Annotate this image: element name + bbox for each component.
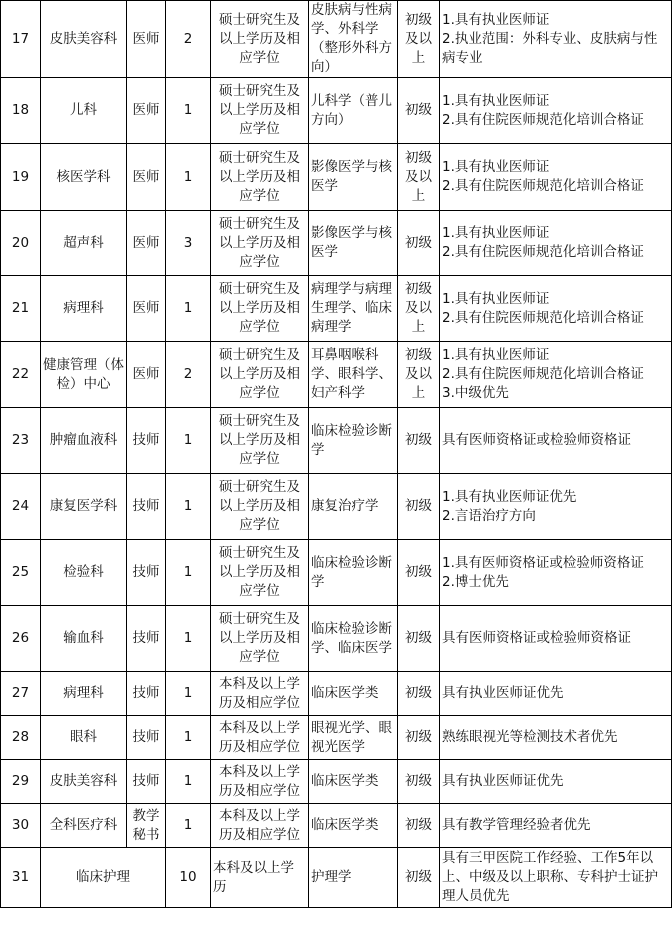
row-number: 28	[1, 716, 41, 760]
headcount: 1	[166, 804, 211, 848]
headcount: 1	[166, 540, 211, 606]
qualification-requirements	[440, 1, 672, 78]
education-requirement: 本科及以上学历	[211, 848, 309, 908]
row-number: 29	[1, 760, 41, 804]
major-requirement: 影像医学与核医学	[309, 211, 398, 276]
title-requirement: 初级及以上	[398, 276, 440, 342]
headcount: 1	[166, 144, 211, 211]
requirement-line: 1.具有执业医师证	[442, 225, 550, 241]
requirement-line: 1.具有执业医师证	[442, 11, 550, 28]
title-requirement: 初级及以上	[398, 342, 440, 408]
requirement-line: 具有医师资格证或检验师资格证	[442, 630, 631, 646]
requirement-line: 3.中级优先	[442, 385, 509, 401]
qualification-requirements	[440, 804, 672, 848]
major-requirement: 儿科学（普儿方向）	[309, 78, 398, 144]
qualification-requirements	[440, 78, 672, 144]
table-row	[1, 606, 672, 672]
department: 皮肤美容科	[41, 760, 127, 804]
department: 皮肤美容科	[41, 1, 127, 78]
headcount: 2	[166, 342, 211, 408]
department: 核医学科	[41, 144, 127, 211]
department: 健康管理（体检）中心	[41, 342, 127, 408]
requirement-line: 1.具有执业医师证	[442, 92, 550, 109]
position-type: 医师	[127, 1, 166, 78]
position-type: 医师	[127, 276, 166, 342]
department: 输血科	[41, 606, 127, 672]
requirement-line: 2.执业范围：外科专业、皮肤病与性病专业	[442, 30, 658, 66]
headcount: 10	[166, 848, 211, 908]
row-number: 17	[1, 1, 41, 78]
row-number: 19	[1, 144, 41, 211]
position-type: 医师	[127, 211, 166, 276]
requirement-line: 2.具有住院医师规范化培训合格证	[442, 111, 644, 128]
requirement-line: 1.具有医师资格证或检验师资格证	[442, 554, 644, 571]
table-row	[1, 144, 672, 211]
department: 康复医学科	[41, 474, 127, 540]
table-row	[1, 760, 672, 804]
title-requirement: 初级及以上	[398, 1, 440, 78]
major-requirement: 临床医学类	[309, 672, 398, 716]
qualification-requirements	[440, 144, 672, 211]
headcount: 1	[166, 760, 211, 804]
row-number: 20	[1, 211, 41, 276]
row-number: 24	[1, 474, 41, 540]
table-row	[1, 672, 672, 716]
headcount: 1	[166, 606, 211, 672]
education-requirement: 硕士研究生及以上学历及相应学位	[211, 342, 309, 408]
education-requirement: 硕士研究生及以上学历及相应学位	[211, 474, 309, 540]
major-requirement: 临床医学类	[309, 760, 398, 804]
qualification-requirements	[440, 408, 672, 474]
requirement-line: 2.博士优先	[442, 573, 509, 590]
title-requirement: 初级	[398, 672, 440, 716]
requirement-line: 1.具有执业医师证	[442, 290, 550, 307]
table-row	[1, 540, 672, 606]
major-requirement: 护理学	[309, 848, 398, 908]
title-requirement: 初级	[398, 540, 440, 606]
table-row	[1, 1, 672, 78]
requirement-line: 2.具有住院医师规范化培训合格证	[442, 244, 644, 260]
headcount: 3	[166, 211, 211, 276]
position-type: 技师	[127, 408, 166, 474]
table-row	[1, 474, 672, 540]
qualification-requirements	[440, 760, 672, 804]
department: 眼科	[41, 716, 127, 760]
requirement-line: 2.言语治疗方向	[442, 507, 536, 524]
headcount: 1	[166, 672, 211, 716]
title-requirement: 初级	[398, 408, 440, 474]
education-requirement: 硕士研究生及以上学历及相应学位	[211, 211, 309, 276]
requirement-line: 1.具有执业医师证	[442, 347, 550, 363]
major-requirement: 耳鼻咽喉科学、眼科学、妇产科学	[309, 342, 398, 408]
headcount: 2	[166, 1, 211, 78]
row-number: 30	[1, 804, 41, 848]
row-number: 23	[1, 408, 41, 474]
education-requirement: 硕士研究生及以上学历及相应学位	[211, 276, 309, 342]
requirement-line: 1.具有执业医师证	[442, 159, 550, 175]
qualification-requirements	[440, 211, 672, 276]
headcount: 1	[166, 716, 211, 760]
position-type: 技师	[127, 540, 166, 606]
qualification-requirements	[440, 276, 672, 342]
title-requirement: 初级	[398, 804, 440, 848]
qualification-requirements	[440, 716, 672, 760]
department: 临床护理	[41, 848, 166, 908]
requirement-line: 具有三甲医院工作经验、工作5年以上、中级及以上职称、专科护士证护理人员优先	[442, 850, 658, 904]
qualification-requirements	[440, 606, 672, 672]
title-requirement: 初级	[398, 474, 440, 540]
department: 全科医疗科	[41, 804, 127, 848]
table-row	[1, 716, 672, 760]
position-type: 技师	[127, 606, 166, 672]
headcount: 1	[166, 276, 211, 342]
major-requirement: 皮肤病与性病学、外科学（整形外科方向）	[309, 1, 398, 78]
table-row	[1, 276, 672, 342]
position-type: 技师	[127, 716, 166, 760]
requirement-line: 具有医师资格证或检验师资格证	[442, 432, 631, 448]
education-requirement: 硕士研究生及以上学历及相应学位	[211, 144, 309, 211]
education-requirement: 本科及以上学历及相应学位	[211, 760, 309, 804]
table-row	[1, 408, 672, 474]
requirement-line: 具有执业医师证优先	[442, 685, 564, 701]
position-type: 医师	[127, 144, 166, 211]
requirement-line: 具有教学管理经验者优先	[442, 817, 591, 833]
title-requirement: 初级	[398, 211, 440, 276]
row-number: 31	[1, 848, 41, 908]
title-requirement: 初级	[398, 78, 440, 144]
headcount: 1	[166, 408, 211, 474]
headcount: 1	[166, 78, 211, 144]
requirement-line: 2.具有住院医师规范化培训合格证	[442, 178, 644, 194]
department: 肿瘤血液科	[41, 408, 127, 474]
major-requirement: 康复治疗学	[309, 474, 398, 540]
major-requirement: 临床检验诊断学	[309, 408, 398, 474]
row-number: 18	[1, 78, 41, 144]
major-requirement: 影像医学与核医学	[309, 144, 398, 211]
education-requirement: 硕士研究生及以上学历及相应学位	[211, 408, 309, 474]
title-requirement: 初级及以上	[398, 144, 440, 211]
department: 病理科	[41, 672, 127, 716]
title-requirement: 初级	[398, 848, 440, 908]
title-requirement: 初级	[398, 760, 440, 804]
education-requirement: 本科及以上学历及相应学位	[211, 804, 309, 848]
major-requirement: 临床检验诊断学、临床医学	[309, 606, 398, 672]
position-type: 技师	[127, 760, 166, 804]
education-requirement: 硕士研究生及以上学历及相应学位	[211, 1, 309, 78]
position-type: 技师	[127, 672, 166, 716]
education-requirement: 硕士研究生及以上学历及相应学位	[211, 540, 309, 606]
department: 超声科	[41, 211, 127, 276]
major-requirement: 临床医学类	[309, 804, 398, 848]
qualification-requirements	[440, 672, 672, 716]
table-row	[1, 342, 672, 408]
position-type: 医师	[127, 78, 166, 144]
qualification-requirements	[440, 342, 672, 408]
position-type: 技师	[127, 474, 166, 540]
department: 儿科	[41, 78, 127, 144]
row-number: 27	[1, 672, 41, 716]
requirement-line: 1.具有执业医师证优先	[442, 488, 577, 505]
education-requirement: 硕士研究生及以上学历及相应学位	[211, 78, 309, 144]
department: 检验科	[41, 540, 127, 606]
qualification-requirements	[440, 474, 672, 540]
row-number: 26	[1, 606, 41, 672]
table-row	[1, 848, 672, 908]
major-requirement: 病理学与病理生理学、临床病理学	[309, 276, 398, 342]
department: 病理科	[41, 276, 127, 342]
qualification-requirements	[440, 540, 672, 606]
table-body	[1, 1, 672, 908]
row-number: 25	[1, 540, 41, 606]
requirement-line: 熟练眼视光等检测技术者优先	[442, 729, 618, 745]
title-requirement: 初级	[398, 716, 440, 760]
row-number: 22	[1, 342, 41, 408]
requirement-line: 2.具有住院医师规范化培训合格证	[442, 309, 644, 326]
education-requirement: 本科及以上学历及相应学位	[211, 672, 309, 716]
table-row	[1, 78, 672, 144]
education-requirement: 硕士研究生及以上学历及相应学位	[211, 606, 309, 672]
table-row	[1, 211, 672, 276]
position-type: 教学秘书	[127, 804, 166, 848]
table-row	[1, 804, 672, 848]
position-type: 医师	[127, 342, 166, 408]
title-requirement: 初级	[398, 606, 440, 672]
qualification-requirements	[440, 848, 672, 908]
education-requirement: 本科及以上学历及相应学位	[211, 716, 309, 760]
major-requirement: 临床检验诊断学	[309, 540, 398, 606]
headcount: 1	[166, 474, 211, 540]
row-number: 21	[1, 276, 41, 342]
requirement-line: 具有执业医师证优先	[442, 773, 564, 789]
major-requirement: 眼视光学、眼视光医学	[309, 716, 398, 760]
requirement-line: 2.具有住院医师规范化培训合格证	[442, 366, 644, 382]
